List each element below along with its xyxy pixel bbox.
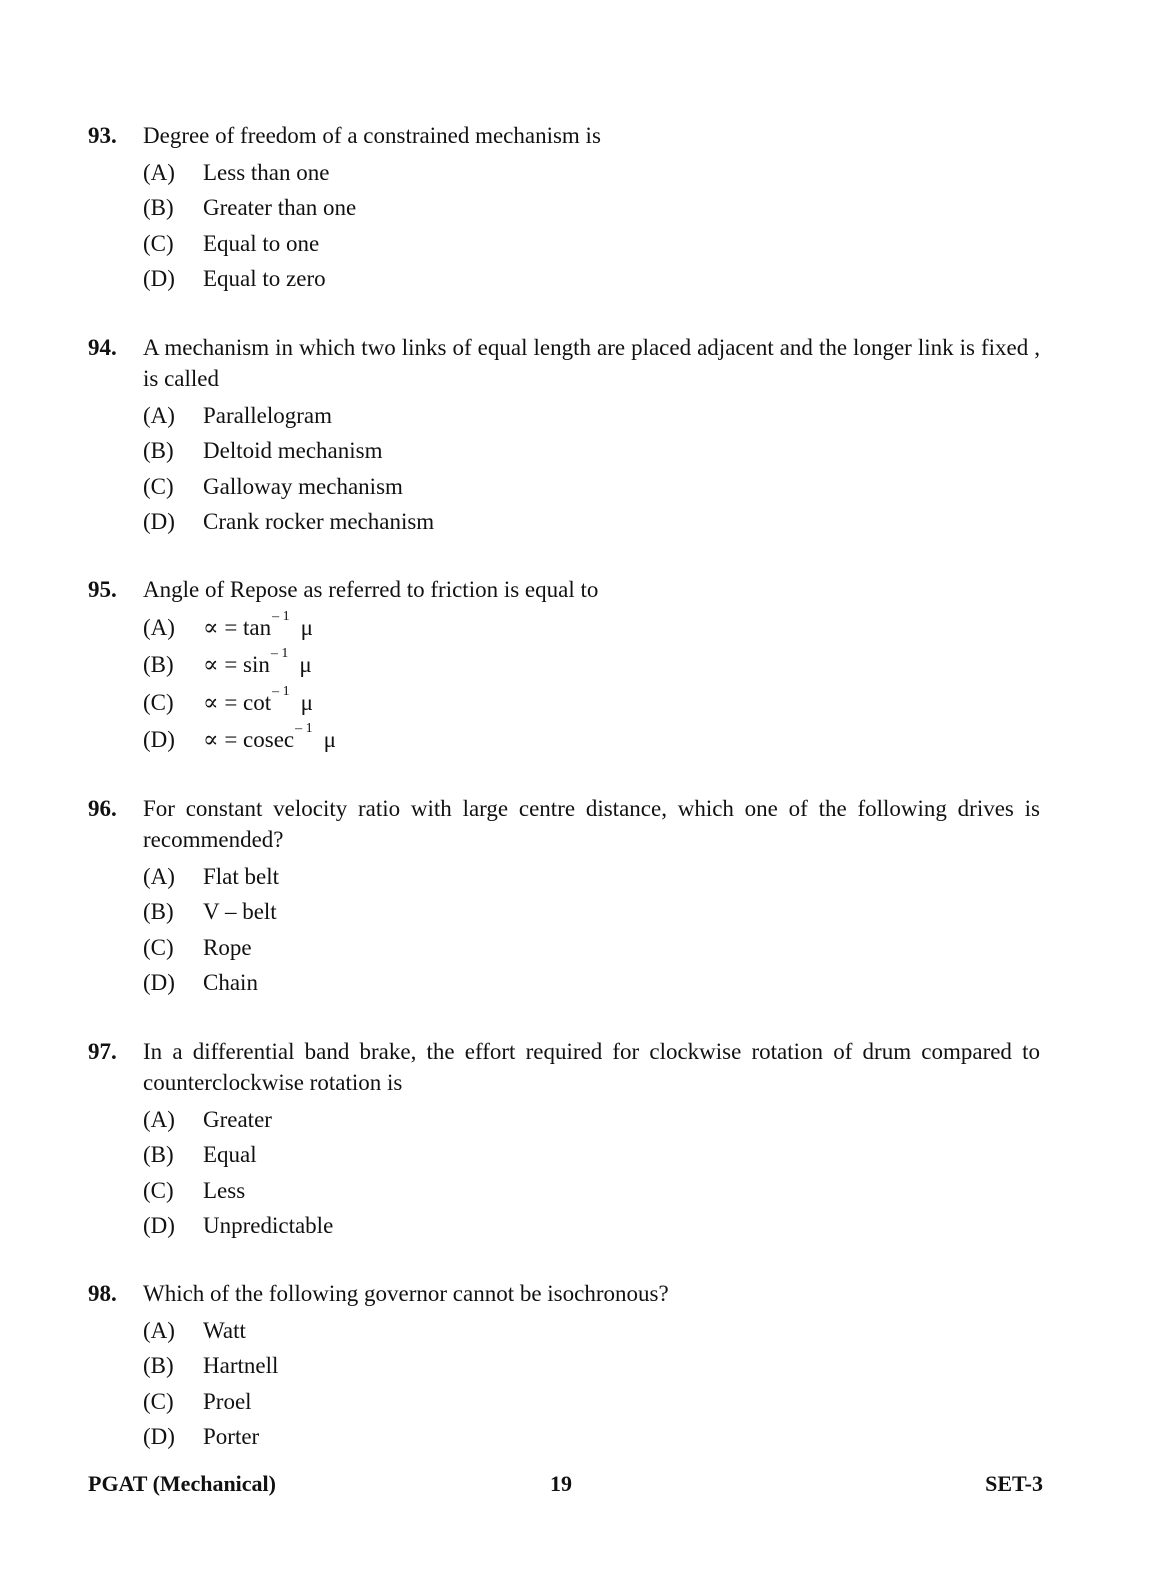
option-label: (D) xyxy=(143,266,175,292)
option-b xyxy=(143,190,1048,225)
formula-superscript: – 1 xyxy=(295,721,313,737)
option-label: (C) xyxy=(143,934,174,960)
question-number: 93. xyxy=(88,123,117,148)
option-c xyxy=(143,930,1048,965)
option-text: Parallelogram xyxy=(203,403,333,429)
option-a xyxy=(143,1102,1048,1137)
question-text: Degree of freedom of a constrained mechanism is xyxy=(143,123,601,148)
option-list xyxy=(143,609,1048,758)
option-a xyxy=(143,859,1048,894)
option-label: (C) xyxy=(143,689,174,715)
option-d xyxy=(143,1208,1048,1243)
option-text: Porter xyxy=(203,1424,260,1450)
formula-variable: μ xyxy=(299,652,312,678)
option-label: (B) xyxy=(143,1142,174,1168)
option-text: Less than one xyxy=(203,160,330,186)
option-label: (B) xyxy=(143,195,174,221)
option-label: (A) xyxy=(143,1107,175,1133)
option-c xyxy=(143,469,1048,504)
option-list xyxy=(143,398,1048,539)
option-label: (C) xyxy=(143,230,174,256)
question-95 xyxy=(88,574,1048,758)
option-label: (B) xyxy=(143,899,174,925)
question-number: 98. xyxy=(88,1281,117,1306)
option-list xyxy=(143,1313,1048,1454)
formula-superscript: – 1 xyxy=(272,683,290,699)
option-label: (D) xyxy=(143,970,175,996)
option-text: V – belt xyxy=(203,899,277,925)
formula-variable: μ xyxy=(300,689,313,715)
option-b xyxy=(143,433,1048,468)
question-97 xyxy=(88,1036,1048,1243)
option-label: (C) xyxy=(143,1177,174,1203)
question-number: 95. xyxy=(88,577,117,602)
question-number: 97. xyxy=(88,1039,117,1064)
exam-title: PGAT (Mechanical) xyxy=(88,1471,276,1496)
formula-base: ∝ = tan xyxy=(203,615,272,641)
option-text: Flat belt xyxy=(203,864,280,890)
option-text: Greater xyxy=(203,1107,272,1133)
option-text: Less xyxy=(203,1177,246,1203)
option-b xyxy=(143,1137,1048,1172)
question-98 xyxy=(88,1278,1048,1454)
option-d xyxy=(143,261,1048,296)
question-number: 96. xyxy=(88,796,117,821)
question-text: A mechanism in which two links of equal length are placed adjacent and the longer link is fixed , is called xyxy=(143,335,1040,391)
option-label: (B) xyxy=(143,652,174,678)
option-label: (B) xyxy=(143,438,174,464)
option-label: (A) xyxy=(143,403,175,429)
question-text: In a differential band brake, the effort required for clockwise rotation of drum compared to counterclockwise rotation is xyxy=(143,1039,1040,1095)
question-text: For constant velocity ratio with large centre distance, which one of the following drives is recommended? xyxy=(143,796,1040,852)
question-96 xyxy=(88,793,1048,1000)
option-b xyxy=(143,1348,1048,1383)
question-number: 94. xyxy=(88,335,117,360)
page-footer xyxy=(88,1471,1043,1501)
option-text: Watt xyxy=(203,1318,246,1344)
option-text: Equal xyxy=(203,1142,257,1168)
option-d xyxy=(143,721,1048,758)
option-text: Crank rocker mechanism xyxy=(203,509,435,535)
question-93 xyxy=(88,120,1048,296)
formula-variable: μ xyxy=(300,615,313,641)
formula-base: ∝ = cosec xyxy=(203,727,295,753)
option-d xyxy=(143,965,1048,1000)
option-d xyxy=(143,504,1048,539)
option-d xyxy=(143,1419,1048,1454)
option-label: (D) xyxy=(143,1213,175,1239)
option-label: (C) xyxy=(143,1388,174,1414)
option-b xyxy=(143,894,1048,929)
option-c xyxy=(143,226,1048,261)
option-text: Greater than one xyxy=(203,195,357,221)
option-label: (D) xyxy=(143,727,175,753)
question-94 xyxy=(88,332,1048,539)
option-label: (B) xyxy=(143,1353,174,1379)
option-list xyxy=(143,1102,1048,1243)
option-label: (C) xyxy=(143,473,174,499)
option-text: Proel xyxy=(203,1388,252,1414)
formula-superscript: – 1 xyxy=(270,646,289,662)
formula-base: ∝ = sin xyxy=(203,652,270,678)
option-label: (A) xyxy=(143,615,175,641)
option-text: Chain xyxy=(203,970,258,996)
option-c xyxy=(143,684,1048,721)
option-label: (D) xyxy=(143,1424,175,1450)
page-number: 19 xyxy=(550,1471,572,1496)
option-list xyxy=(143,859,1048,1000)
option-list xyxy=(143,155,1048,296)
question-text: Angle of Repose as referred to friction is equal to xyxy=(143,577,599,602)
option-text: Galloway mechanism xyxy=(203,473,403,499)
option-a xyxy=(143,1313,1048,1348)
option-c xyxy=(143,1384,1048,1419)
option-a xyxy=(143,155,1048,190)
option-label: (D) xyxy=(143,509,175,535)
set-label: SET-3 xyxy=(985,1471,1043,1496)
option-text: Deltoid mechanism xyxy=(203,438,383,464)
formula-variable: μ xyxy=(323,727,336,753)
question-text: Which of the following governor cannot be isochronous? xyxy=(143,1281,669,1306)
option-label: (A) xyxy=(143,864,175,890)
option-text: Equal to zero xyxy=(203,266,326,292)
formula-base: ∝ = cot xyxy=(203,689,272,715)
option-c xyxy=(143,1173,1048,1208)
option-label: (A) xyxy=(143,1318,175,1344)
formula-superscript: – 1 xyxy=(272,609,290,625)
option-text: Unpredictable xyxy=(203,1213,334,1239)
option-a xyxy=(143,398,1048,433)
option-label: (A) xyxy=(143,160,175,186)
option-text: Hartnell xyxy=(203,1353,279,1379)
option-text: Equal to one xyxy=(203,230,320,256)
option-text: Rope xyxy=(203,934,252,960)
